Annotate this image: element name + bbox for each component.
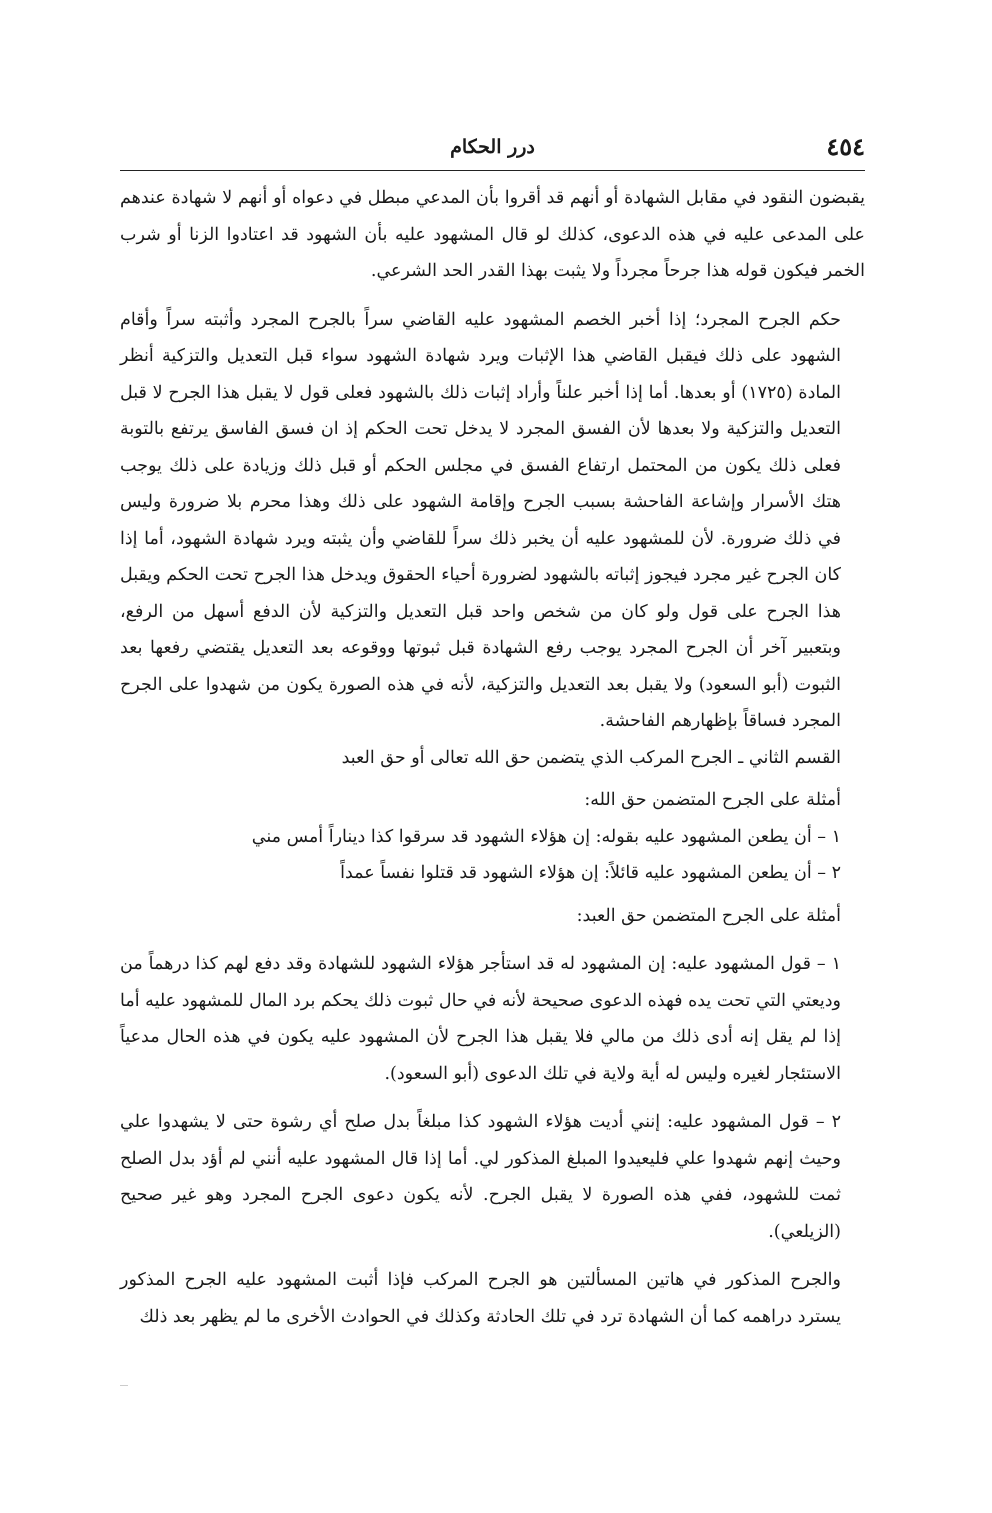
- paragraph-bare-jarh-ruling: حكم الجرح المجرد؛ إذا أخبر الخصم المشهود عليه القاضي سراً بالجرح المجرد وأثبته سراً وأقام الشهود على ذلك فيقبل القاضي هذا الإثبات ويرد شهادة الشهود سواء قبل التعديل والتزكية أنظر المادة (١٧٢٥) أو بعدها. أما إذا أخبر علناً وأراد إثبات ذلك بالشهود فعلى قول لا يقبل هذا الجرح لا قبل التعديل والتزكية ولا بعدها لأن الفسق المجرد لا يدخل تحت الحكم إذ ان فسق الفاسق يرتفع بالتوبة فعلى ذلك يكون من المحتمل ارتفاع الفسق في مجلس الحكم أو قبل ذلك وزيادة على ذلك يوجب هتك الأسرار وإشاعة الفاحشة بسبب الجرح وإقامة الشهود على ذلك وهذا محرم بلا ضرورة وليس في ذلك ضرورة. لأن للمشهود عليه أن يخبر ذلك سراً للقاضي وأن يثبته ويرد شهادة الشهود، أما إذا كان الجرح غير مجرد فيجوز إثباته بالشهود لضرورة أحياء الحقوق ويدخل هذا الجرح تحت الحكم ويقبل هذا الجرح على قول ولو كان من شخص واحد قبل التعديل والتزكية لأن الدفع أسهل من الرفع، وبتعبير آخر أن الجرح المجرد يوجب رفع الشهادة قبل ثبوتها ووقوعه بعد التعديل يقتضي رفعها بعد الثبوت (أبو السعود) ولا يقبل بعد التعديل والتزكية، لأنه في هذه الصورة يكون من شهدوا على الجرح المجرد فساقاً بإظهارهم الفاحشة.: [120, 309, 841, 731]
- examples-abd-heading: أمثلة على الجرح المتضمن حق العبد:: [576, 905, 841, 926]
- example-abd-1: ١ – قول المشهود عليه: إن المشهود له قد استأجر هؤلاء الشهود للشهادة وقد دفع لهم كذا درهماً من وديعتي التي تحت يده فهذه الدعوى صحيحة لأنه في حال ثبوت ذلك يحكم برد المال للمشهود عليه أما إذا لم يقل إنه أدى ذلك من مالي فلا يقبل هذا الجرح لأن المشهود عليه يكون في هذه الحال مدعياً الاستئجار لغيره وليس له أية ولاية في تلك الدعوى (أبو السعود).: [120, 954, 841, 1084]
- section-two-heading: القسم الثاني ـ الجرح المركب الذي يتضمن حق الله تعالى أو حق العبد: [341, 747, 841, 768]
- closing-paragraph: والجرح المذكور في هاتين المسألتين هو الجرح المركب فإذا أثبت المشهود عليه الجرح المذكور يسترد دراهمه كما أن الشهادة ترد في تلك الحادثة وكذلك في الحوادث الأخرى ما لم يظهر بعد ذلك: [120, 1270, 841, 1327]
- example-allah-1: ١ – أن يطعن المشهود عليه بقوله: إن هؤلاء الشهود قد سرقوا كذا ديناراً أمس مني: [251, 826, 841, 847]
- examples-allah-heading: أمثلة على الجرح المتضمن حق الله:: [584, 790, 841, 810]
- page-number: ٤٥٤: [826, 132, 865, 161]
- document-page: [120, 130, 865, 1335]
- paragraph-continuation: يقبضون النقود في مقابل الشهادة أو أنهم قد أقروا بأن المدعي مبطل في دعواه أو أنهم لا شهادة عندهم على المدعى عليه في هذه الدعوى، كذلك لو قال المشهود عليه بأن الشهود قد اعتادوا الزنا أو شرب الخمر فيكون قوله هذا جرحاً مجرداً ولا يثبت بهذا القدر الحد الشرعي.: [120, 188, 865, 281]
- running-title: درر الحكام: [450, 136, 535, 158]
- example-allah-2: ٢ – أن يطعن المشهود عليه قائلاً: إن هؤلاء الشهود قد قتلوا نفساً عمداً: [340, 863, 841, 883]
- page-body: [120, 180, 865, 1335]
- header-divider: [120, 170, 865, 171]
- page-header: [120, 130, 865, 166]
- example-abd-2: ٢ – قول المشهود عليه: إنني أديت هؤلاء الشهود كذا مبلغاً بدل صلح أي رشوة حتى لا يشهدوا علي وحيث إنهم شهدوا علي فليعيدوا المبلغ المذكور لي. أما إذا قال المشهود عليه أنني لم أؤد بدل الصلح ثمت للشهود، ففي هذه الصورة لا يقبل الجرح. لأنه يكون دعوى الجرح المجرد وهو غير صحيح (الزيلعي).: [120, 1112, 841, 1242]
- scan-mark: [120, 1385, 128, 1386]
